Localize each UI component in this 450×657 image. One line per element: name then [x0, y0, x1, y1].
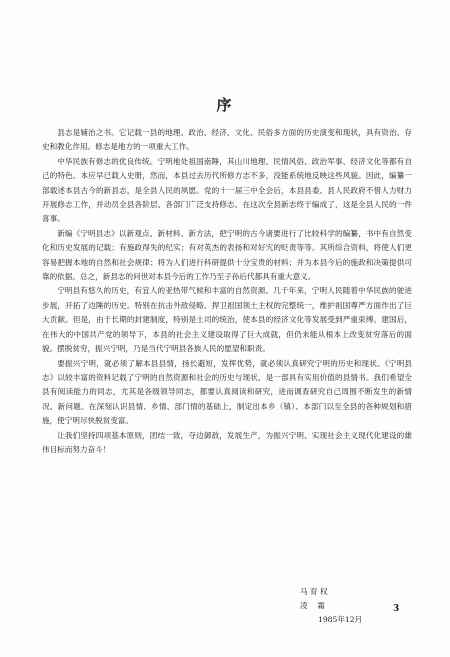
paragraph-4: 宁明县有悠久的历史，有宜人的亚热带气候和丰富的自然资源。几千年来，宁明人民随着中华民族的驶进步展，开拓了边陲的历史。特别在抗击外敌侵略、捍卫祖国领土主权的完整统一，维护祖国尊严方面作出了巨大贡献。但是，由于长期的封建制度，特别是土司的统治，使本县的经济文化等发展受到严重束缚。建国后，在伟大的中国共产党的领导下，本县的社会主义建设取得了巨大成就，但仍未能从根本上改变贫穷落后的面貌。摆脱贫穷，振兴宁明，乃是当代宁明县各族人民的愿望和职责。: [42, 286, 412, 354]
paragraph-5: 要振兴宁明，就必须了解本县县情，扬长避短，发挥优势，就必须认真研究宁明的历史和现状。《宁明县志》以较丰富的资料记载了宁明的自然资源和社会的历史与现状，是一部具有实用价值的县情书。我们希望全县有阅读能力的同志，尤其是各级领导同志，都要认真阅读和研究，进而调查研究自己周围不断发生的新情况、新问题。在深刻认识县情、乡情、部门情的基础上，制定出本乡（镇）、本部门以至全县的各种规划和措施，使宁明尽快脱贫变富。: [42, 358, 412, 426]
signature-date: 1985年12月: [318, 615, 363, 624]
signature-name-1: 马 育 权: [300, 587, 328, 596]
signature-name-2: 凌 霜: [300, 601, 325, 610]
paragraph-2: 中华民族有修志的优良传统。宁明地处祖国南陲，其山川地理、民情风俗、政治军事、经济文化等都有自己的特色。本应早已载入史册，然而，本县过去历代所修方志不多，没能系统地反映这些风貌。因此，编纂一部载述本县古今的新县志，是全县人民的夙愿。党的十一届三中全会后，本县县委、县人民政府不惜人力财力开展修志工作，并动员全县各阶层、各部门广泛支持修志。在这次全县新志终于编成了，这是全县人民的一件喜事。: [42, 156, 412, 224]
page-number: 3: [393, 604, 400, 614]
paragraph-6: 让我们坚持四项基本原则，团结一致，夺边御敌，发展生产，为振兴宁明、实现社会主义现代化建设的雄伟目标而努力奋斗！: [42, 430, 412, 454]
preface-body: [42, 126, 412, 457]
signature-block: [300, 585, 362, 627]
preface-title: 序: [216, 96, 234, 114]
paragraph-1: 县志是辅治之书。它记载一县的地理、政治、经济、文化、民俗多方面的历史演变和现状，具有资治、存史和教化作用。修志是地方的一项重大工作。: [42, 128, 412, 152]
paragraph-3: 新编《宁明县志》以新观点、新材料、新方法，把宁明的古今诸要进行了比较科学的编纂，书中有自然变化和历史发展的记载；有施政得失的纪实；有对英杰的表扬和对好宄的贬责等等。其所综合资料，将使人们更容易把握本地的自然和社会规律；将为人们进行科研提供十分宝贵的材料；并为本县今后的施政和决策提供可靠的依据。总之，新县志的问世对本县今后的工作乃至子孙后代都具有重大意义。: [42, 228, 412, 282]
